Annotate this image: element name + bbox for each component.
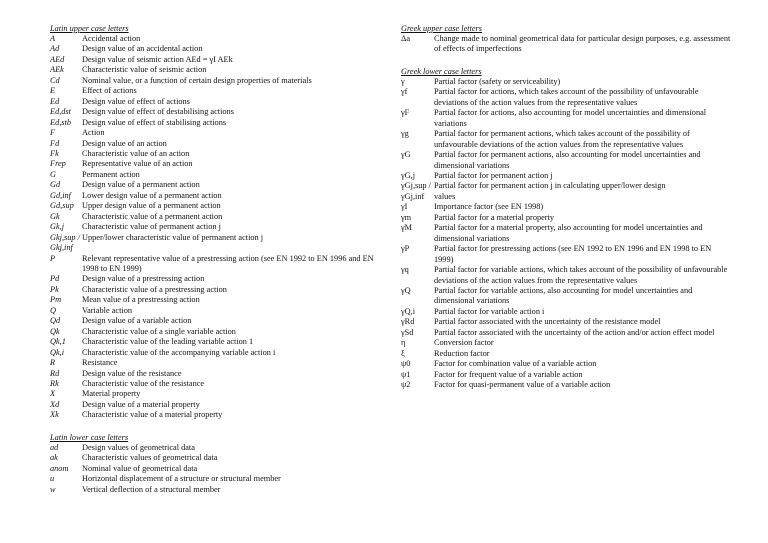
- symbol-description: Partial factor for actions, which takes account of the possibility of unfavourable deviations of the action values from the representative values: [434, 87, 699, 107]
- symbol: Qk,i: [50, 347, 65, 357]
- symbol-description: Effect of actions: [82, 86, 137, 96]
- symbol-row: [50, 128, 380, 138]
- symbol-row: [401, 77, 731, 87]
- symbol-row: [401, 317, 731, 327]
- symbol: X: [50, 389, 56, 399]
- symbol-description: Design value of effect of stabilising actions: [82, 117, 227, 127]
- symbol-row: [401, 192, 731, 202]
- symbol-description: Design value of a material property: [82, 399, 200, 409]
- symbol: γQ: [401, 285, 411, 295]
- latin-lower-list: [50, 443, 380, 495]
- symbol-row: [50, 453, 380, 463]
- symbol: Gd,inf: [50, 190, 71, 200]
- symbol-row: [401, 286, 731, 307]
- symbol-row: [50, 464, 380, 474]
- symbol: γF: [401, 108, 410, 118]
- symbol-description: Representative value of an action: [82, 159, 193, 169]
- symbol-description: Characteristic value of seismic action: [82, 65, 207, 75]
- symbol: Ad: [50, 44, 60, 54]
- symbol-row: [50, 65, 380, 75]
- symbol: ψ1: [401, 369, 411, 379]
- symbol-description: Design value of a permanent action: [82, 180, 200, 190]
- symbol-description: Factor for combination value of a variable action: [434, 359, 597, 369]
- symbol-description: Upper design value of a permanent action: [82, 201, 221, 211]
- symbol: AEd: [50, 54, 65, 64]
- symbol-description: Conversion factor: [434, 338, 494, 348]
- symbol: ξ: [401, 348, 405, 358]
- symbol-description: Design value of an accidental action: [82, 44, 203, 54]
- symbol: γG,j: [401, 170, 416, 180]
- symbol: Rk: [50, 378, 59, 388]
- greek-symbols-column: [401, 24, 731, 391]
- symbol: Ed: [50, 96, 60, 106]
- symbol-row: [50, 254, 380, 275]
- symbol: G: [50, 169, 56, 179]
- symbol: Gd: [50, 180, 61, 190]
- symbol: Gd,sup: [50, 201, 74, 211]
- symbol-row: [401, 244, 731, 265]
- symbol-description: Permanent action: [82, 169, 140, 179]
- symbol-row: [50, 180, 380, 190]
- symbol: ak: [50, 453, 58, 463]
- symbol-row: [50, 86, 380, 96]
- symbol-description: Partial factor associated with the uncertainty of the resistance model: [434, 317, 661, 327]
- symbol-description: Characteristic value of a permanent action: [82, 211, 223, 221]
- symbol: Q: [50, 305, 56, 315]
- latin-symbols-column: [50, 24, 380, 495]
- symbol: Gk,j: [50, 222, 65, 232]
- symbol: AEk: [50, 65, 64, 75]
- symbol-row: [50, 327, 380, 337]
- symbol-description: Partial factor associated with the uncertainty of the action and/or action effect model: [434, 327, 715, 337]
- symbol: Cd: [50, 75, 60, 85]
- symbol: ψ2: [401, 380, 411, 390]
- symbol-description: Design values of geometrical data: [82, 442, 195, 452]
- latin-upper-list: [50, 34, 380, 421]
- symbol-row: [50, 149, 380, 159]
- symbol-row: [50, 306, 380, 316]
- symbol-row: [401, 129, 731, 150]
- symbol-description: Reduction factor: [434, 348, 490, 358]
- symbol: ad: [50, 442, 59, 452]
- symbol-description: Partial factor for permanent actions, which takes account of the possibility of unfavourable deviations of the action values from the representative values: [434, 129, 690, 149]
- symbol-row: [50, 139, 380, 149]
- symbol-description: Design value of effect of actions: [82, 96, 190, 106]
- symbol-row: [401, 359, 731, 369]
- symbol: γRd: [401, 317, 415, 327]
- symbol-description: Accidental action: [82, 34, 141, 43]
- symbol-row: [401, 87, 731, 108]
- symbol: R: [50, 358, 56, 368]
- greek-lower-heading: Greek lower case letters: [401, 66, 482, 76]
- symbol-description: Vertical deflection of a structural member: [82, 484, 221, 494]
- symbol-description: Design value of a prestressing action: [82, 274, 205, 284]
- symbol: u: [50, 474, 55, 484]
- symbol: γGj,inf: [401, 191, 425, 201]
- symbol: Pm: [50, 295, 62, 305]
- symbol-row: [50, 170, 380, 180]
- symbol-description: Importance factor (see EN 1998): [434, 202, 544, 212]
- symbol-row: [50, 358, 380, 368]
- symbol: anom: [50, 463, 69, 473]
- symbol: Pk: [50, 284, 59, 294]
- symbol-row: [50, 191, 380, 201]
- symbol: γG: [401, 150, 411, 160]
- symbol-description: Design value of the resistance: [82, 368, 182, 378]
- symbol-description: Partial factor for actions, also accounting for model uncertainties and dimensional variations: [434, 108, 707, 128]
- symbol-row: [401, 202, 731, 212]
- symbol-description: Partial factor for variable actions, which takes account of the possibility of unfavourable deviations of the action values from the representative values: [434, 265, 728, 285]
- symbol: P: [50, 253, 56, 263]
- symbol: Fd: [50, 138, 60, 148]
- symbol-description: Characteristic value of a material property: [82, 410, 223, 420]
- symbol-row: [50, 76, 380, 86]
- symbol-description: Characteristic value of an action: [82, 148, 190, 158]
- symbol-description: Change made to nominal geometrical data for particular design purposes, e.g. assessment of effects of imperfections: [434, 34, 731, 54]
- symbol-row: [50, 243, 380, 253]
- symbol-row: [50, 118, 380, 128]
- symbol-row: [401, 108, 731, 129]
- symbol: Fk: [50, 148, 59, 158]
- symbol: w: [50, 484, 56, 494]
- symbol-row: [401, 213, 731, 223]
- symbol-row: [50, 316, 380, 326]
- symbol-description: Partial factor for a material property, also accounting for model uncertainties and dimensional variations: [434, 223, 703, 243]
- symbol-description: Design value of a variable action: [82, 316, 192, 326]
- symbol-row: [50, 400, 380, 410]
- symbol: η: [401, 338, 406, 348]
- symbol-row: [401, 171, 731, 181]
- symbol-row: [401, 223, 731, 244]
- symbol-row: [50, 274, 380, 284]
- symbol: γ: [401, 76, 405, 86]
- latin-upper-heading: Latin upper case letters: [50, 24, 129, 33]
- symbol-description: Factor for quasi-permanent value of a variable action: [434, 380, 611, 390]
- symbol: Qk: [50, 326, 60, 336]
- symbol: Frep: [50, 159, 66, 169]
- symbol: Pd: [50, 274, 60, 284]
- symbol-row: [401, 34, 731, 55]
- symbol-row: [401, 181, 731, 191]
- symbol: γq: [401, 265, 409, 275]
- symbol-description: Design value of an action: [82, 138, 167, 148]
- symbol-row: [50, 34, 380, 44]
- symbol-description: Characteristic value of a single variable action: [82, 326, 236, 336]
- symbol: γP: [401, 244, 410, 254]
- symbol-row: [50, 44, 380, 54]
- symbol-row: [401, 349, 731, 359]
- symbol-description: Lower design value of a permanent action: [82, 190, 222, 200]
- symbol-row: [401, 370, 731, 380]
- symbol-description: Action: [82, 128, 105, 138]
- symbol-description: Characteristic value of a prestressing action: [82, 284, 227, 294]
- symbol-row: [401, 265, 731, 286]
- symbol-description: [82, 243, 380, 253]
- symbol-description: Partial factor for variable actions, also accounting for model uncertainties and dimensional variations: [434, 285, 693, 306]
- symbol-description: Nominal value, or a function of certain design properties of materials: [82, 75, 312, 85]
- symbol: γm: [401, 212, 412, 222]
- symbol-description: Resistance: [82, 358, 118, 368]
- symbol: ψ0: [401, 359, 411, 369]
- symbol-row: [401, 380, 731, 390]
- latin-lower-heading: Latin lower case letters: [50, 432, 129, 442]
- symbol-row: [50, 485, 380, 495]
- symbol: E: [50, 86, 56, 96]
- symbol-description: Horizontal displacement of a structure or structural member: [82, 474, 281, 484]
- symbol-description: Characteristic value of the leading variable action 1: [82, 337, 254, 347]
- symbol-row: [50, 410, 380, 420]
- symbol-description: Characteristic value of the resistance: [82, 378, 205, 388]
- symbol-description: Characteristic value of permanent action j: [82, 222, 221, 232]
- symbol-description: Characteristic value of the accompanying variable action i: [82, 347, 276, 357]
- symbol-description: Partial factor for permanent actions, also accounting for model uncertainties and dimensional variations: [434, 150, 701, 170]
- symbol-description: Variable action: [82, 305, 132, 315]
- symbol-description: Material property: [82, 389, 141, 399]
- symbol-description: Design value of effect of destabilising actions: [82, 107, 234, 117]
- symbol: Rd: [50, 368, 60, 378]
- symbol-row: [50, 337, 380, 347]
- symbol-row: [401, 307, 731, 317]
- symbol: γSd: [401, 327, 414, 337]
- symbol-description: Partial factor for variable action i: [434, 306, 545, 316]
- symbol-description: Partial factor for permanent action j in calculating upper/lower design: [434, 181, 666, 191]
- symbol-row: [50, 295, 380, 305]
- symbol-description: values: [434, 191, 456, 201]
- greek-upper-list: [401, 34, 731, 55]
- symbol-row: [50, 443, 380, 453]
- symbol-description: Partial factor (safety or serviceability): [434, 76, 561, 86]
- symbol-description: Partial factor for a material property: [434, 212, 555, 222]
- symbol-description: Relevant representative value of a prestressing action (see EN 1992 to EN 1996 and EN 1998 to EN 1999): [82, 253, 374, 273]
- symbol-description: Factor for frequent value of a variable action: [434, 369, 583, 379]
- symbol-row: [50, 212, 380, 222]
- symbol-row: [50, 379, 380, 389]
- symbol-row: [401, 328, 731, 338]
- symbol-description: Mean value of a prestressing action: [82, 295, 200, 305]
- symbol-description: Design value of seismic action AEd = γI AEk: [82, 54, 233, 64]
- symbol-description: Upper/lower characteristic value of permanent action j: [82, 232, 264, 242]
- symbol-row: [50, 348, 380, 358]
- symbol: Δa: [401, 34, 411, 43]
- symbol: γM: [401, 223, 413, 233]
- symbol-description: Characteristic values of geometrical data: [82, 453, 218, 463]
- symbol: Qk,1: [50, 337, 66, 347]
- greek-upper-heading: Greek upper case letters: [401, 24, 483, 33]
- symbol-row: [50, 201, 380, 211]
- symbol: Gk: [50, 211, 60, 221]
- symbol: γf: [401, 87, 408, 97]
- symbol-description: Partial factor for prestressing actions (see EN 1992 to EN 1996 and EN 1998 to EN 1999): [434, 244, 712, 264]
- symbol: Ed,dst: [50, 107, 71, 117]
- symbol-row: [50, 474, 380, 484]
- symbol: Qd: [50, 316, 61, 326]
- symbol: A: [50, 34, 56, 43]
- symbol: γI: [401, 202, 408, 212]
- symbol-row: [401, 150, 731, 171]
- symbol: γQ,i: [401, 306, 416, 316]
- symbol-row: [50, 159, 380, 169]
- symbol-row: [50, 107, 380, 117]
- symbol: Gkj,sup /: [50, 232, 80, 242]
- symbol-row: [50, 55, 380, 65]
- symbol: Xd: [50, 399, 60, 409]
- symbol: F: [50, 128, 56, 138]
- symbol: γg: [401, 129, 409, 139]
- symbol: Gkj,inf: [50, 243, 73, 253]
- symbol-row: [401, 338, 731, 348]
- symbol-row: [50, 222, 380, 232]
- symbol-description: Partial factor for permanent action j: [434, 170, 553, 180]
- symbol-row: [50, 97, 380, 107]
- symbol-row: [50, 369, 380, 379]
- symbol: Xk: [50, 410, 59, 420]
- symbol-row: [50, 285, 380, 295]
- symbol-row: [50, 233, 380, 243]
- symbol: γGj,sup /: [401, 181, 431, 191]
- symbol-description: Nominal value of geometrical data: [82, 463, 198, 473]
- symbol-row: [50, 389, 380, 399]
- greek-lower-list: [401, 77, 731, 391]
- symbol: Ed,stb: [50, 117, 71, 127]
